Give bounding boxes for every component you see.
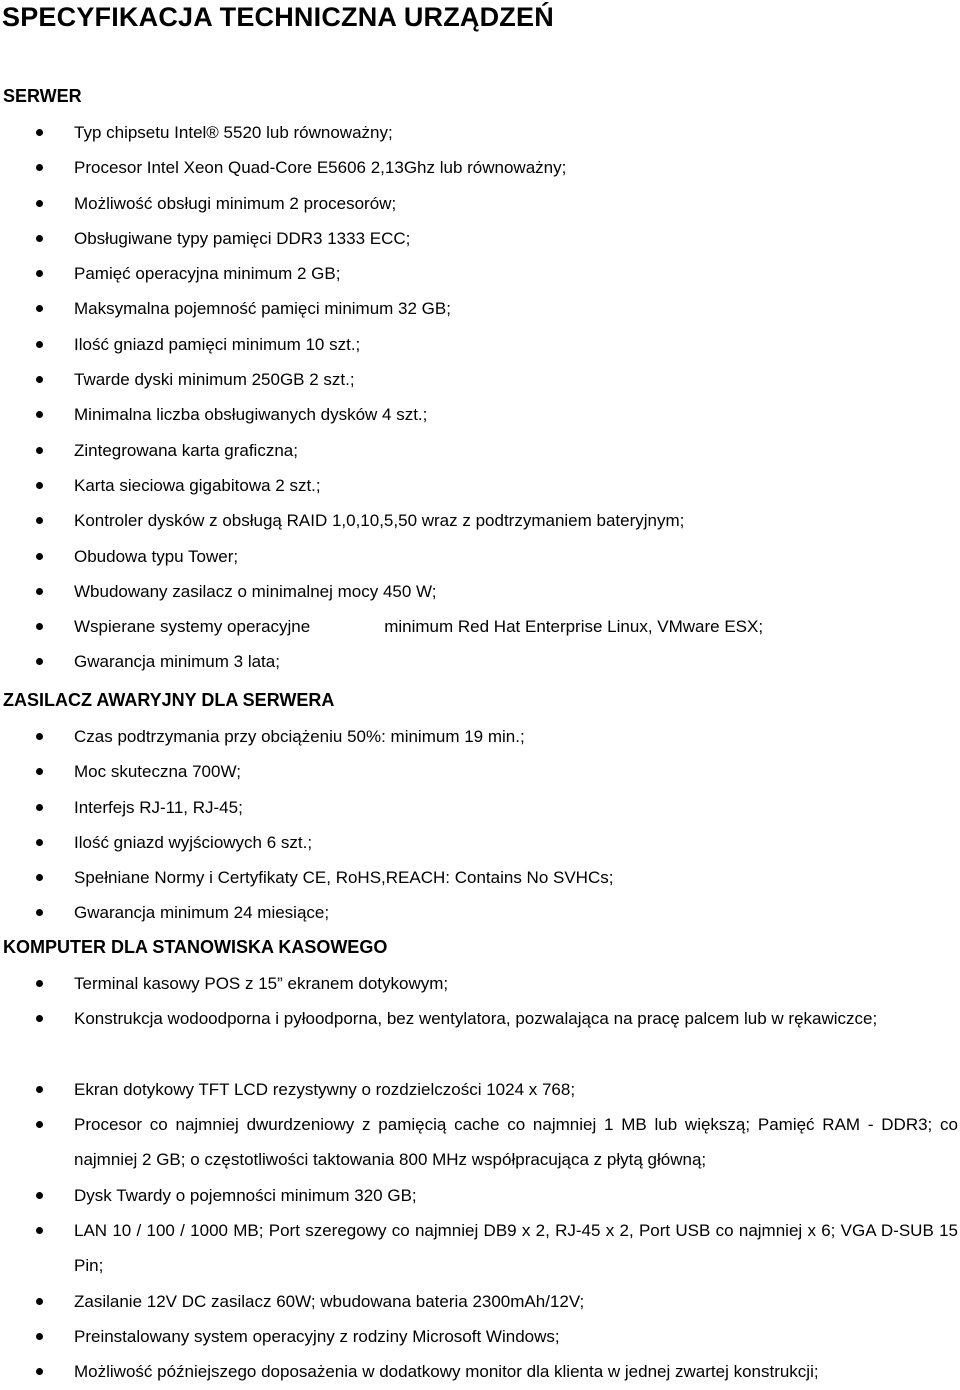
- server-spec-list: [0, 115, 960, 680]
- bullet-icon: [36, 980, 43, 987]
- bullet-icon: [36, 1227, 43, 1234]
- bullet-icon: [36, 874, 43, 881]
- list-item: Preinstalowany system operacyjny z rodziny Microsoft Windows;: [0, 1319, 960, 1354]
- list-item: Ilość gniazd pamięci minimum 10 szt.;: [0, 327, 960, 362]
- bullet-icon: [36, 164, 43, 171]
- list-item: Zasilanie 12V DC zasilacz 60W; wbudowana bateria 2300mAh/12V;: [0, 1284, 960, 1319]
- list-item: Ekran dotykowy TFT LCD rezystywny o rozdzielczości 1024 x 768;: [0, 1072, 960, 1107]
- bullet-icon: [36, 517, 43, 524]
- list-item: Spełniane Normy i Certyfikaty CE, RoHS,REACH: Contains No SVHCs;: [0, 860, 960, 895]
- bullet-icon: [36, 1368, 43, 1375]
- os-support-label: Wspierane systemy operacyjne: [74, 617, 311, 637]
- bullet-icon: [36, 839, 43, 846]
- section-heading-ups: ZASILACZ AWARYJNY DLA SERWERA: [3, 690, 335, 710]
- bullet-icon: [36, 768, 43, 775]
- bullet-icon: [36, 305, 43, 312]
- bullet-icon: [36, 623, 43, 630]
- list-item: Minimalna liczba obsługiwanych dysków 4 szt.;: [0, 397, 960, 432]
- list-item: [0, 609, 960, 644]
- list-item: Ilość gniazd wyjściowych 6 szt.;: [0, 825, 960, 860]
- list-item: Wbudowany zasilacz o minimalnej mocy 450 W;: [0, 574, 960, 609]
- bullet-icon: [36, 588, 43, 595]
- document-title: SPECYFIKACJA TECHNICZNA URZĄDZEŃ: [2, 2, 554, 32]
- list-item: LAN 10 / 100 / 1000 MB; Port szeregowy co najmniej DB9 x 2, RJ-45 x 2, Port USB co najmniej x 6; VGA D-SUB 15 Pin;: [0, 1213, 960, 1284]
- section-heading-server: SERWER: [3, 86, 82, 106]
- list-item: Zintegrowana karta graficzna;: [0, 433, 960, 468]
- bullet-icon: [36, 447, 43, 454]
- bullet-icon: [36, 1333, 43, 1340]
- list-item: Konstrukcja wodoodporna i pyłoodporna, bez wentylatora, pozwalająca na pracę palcem lub w rękawiczce;: [0, 1001, 960, 1072]
- bullet-icon: [36, 376, 43, 383]
- list-item: Twarde dyski minimum 250GB 2 szt.;: [0, 362, 960, 397]
- bullet-icon: [36, 200, 43, 207]
- bullet-icon: [36, 411, 43, 418]
- list-item: Karta sieciowa gigabitowa 2 szt.;: [0, 468, 960, 503]
- list-item: Obudowa typu Tower;: [0, 539, 960, 574]
- bullet-icon: [36, 658, 43, 665]
- list-item: Możliwość późniejszego doposażenia w dodatkowy monitor dla klienta w jednej zwartej konstrukcji;: [0, 1354, 960, 1389]
- list-item: Typ chipsetu Intel® 5520 lub równoważny;: [0, 115, 960, 150]
- list-item: Dysk Twardy o pojemności minimum 320 GB;: [0, 1178, 960, 1213]
- section-heading-pos-computer: KOMPUTER DLA STANOWISKA KASOWEGO: [3, 937, 388, 957]
- list-item: Procesor Intel Xeon Quad-Core E5606 2,13Ghz lub równoważny;: [0, 150, 960, 185]
- list-item: Czas podtrzymania przy obciążeniu 50%: minimum 19 min.;: [0, 719, 960, 754]
- bullet-icon: [36, 129, 43, 136]
- bullet-icon: [36, 341, 43, 348]
- bullet-icon: [36, 1121, 43, 1128]
- list-item: Maksymalna pojemność pamięci minimum 32 GB;: [0, 291, 960, 326]
- bullet-icon: [36, 1298, 43, 1305]
- pos-computer-spec-list: [0, 966, 960, 1390]
- bullet-icon: [36, 482, 43, 489]
- bullet-icon: [36, 733, 43, 740]
- bullet-icon: [36, 235, 43, 242]
- bullet-icon: [36, 1015, 43, 1022]
- bullet-icon: [36, 909, 43, 916]
- bullet-icon: [36, 270, 43, 277]
- bullet-icon: [36, 1192, 43, 1199]
- bullet-icon: [36, 804, 43, 811]
- os-support-value: minimum Red Hat Enterprise Linux, VMware ESX;: [384, 617, 764, 637]
- list-item: Możliwość obsługi minimum 2 procesorów;: [0, 186, 960, 221]
- list-item: Obsługiwane typy pamięci DDR3 1333 ECC;: [0, 221, 960, 256]
- ups-spec-list: [0, 719, 960, 931]
- bullet-icon: [36, 553, 43, 560]
- list-item: Kontroler dysków z obsługą RAID 1,0,10,5,50 wraz z podtrzymaniem bateryjnym;: [0, 503, 960, 538]
- list-item: Gwarancja minimum 24 miesiące;: [0, 895, 960, 930]
- list-item: Procesor co najmniej dwurdzeniowy z pamięcią cache co najmniej 1 MB lub większą; Pamięć RAM - DDR3; co najmniej 2 GB; o częstotliwości taktowania 800 MHz współpracująca z płytą główną;: [0, 1107, 960, 1178]
- list-item: Pamięć operacyjna minimum 2 GB;: [0, 256, 960, 291]
- bullet-icon: [36, 1086, 43, 1093]
- list-item: Interfejs RJ-11, RJ-45;: [0, 790, 960, 825]
- list-item: Gwarancja minimum 3 lata;: [0, 644, 960, 679]
- list-item: Moc skuteczna 700W;: [0, 754, 960, 789]
- list-item: Terminal kasowy POS z 15” ekranem dotykowym;: [0, 966, 960, 1001]
